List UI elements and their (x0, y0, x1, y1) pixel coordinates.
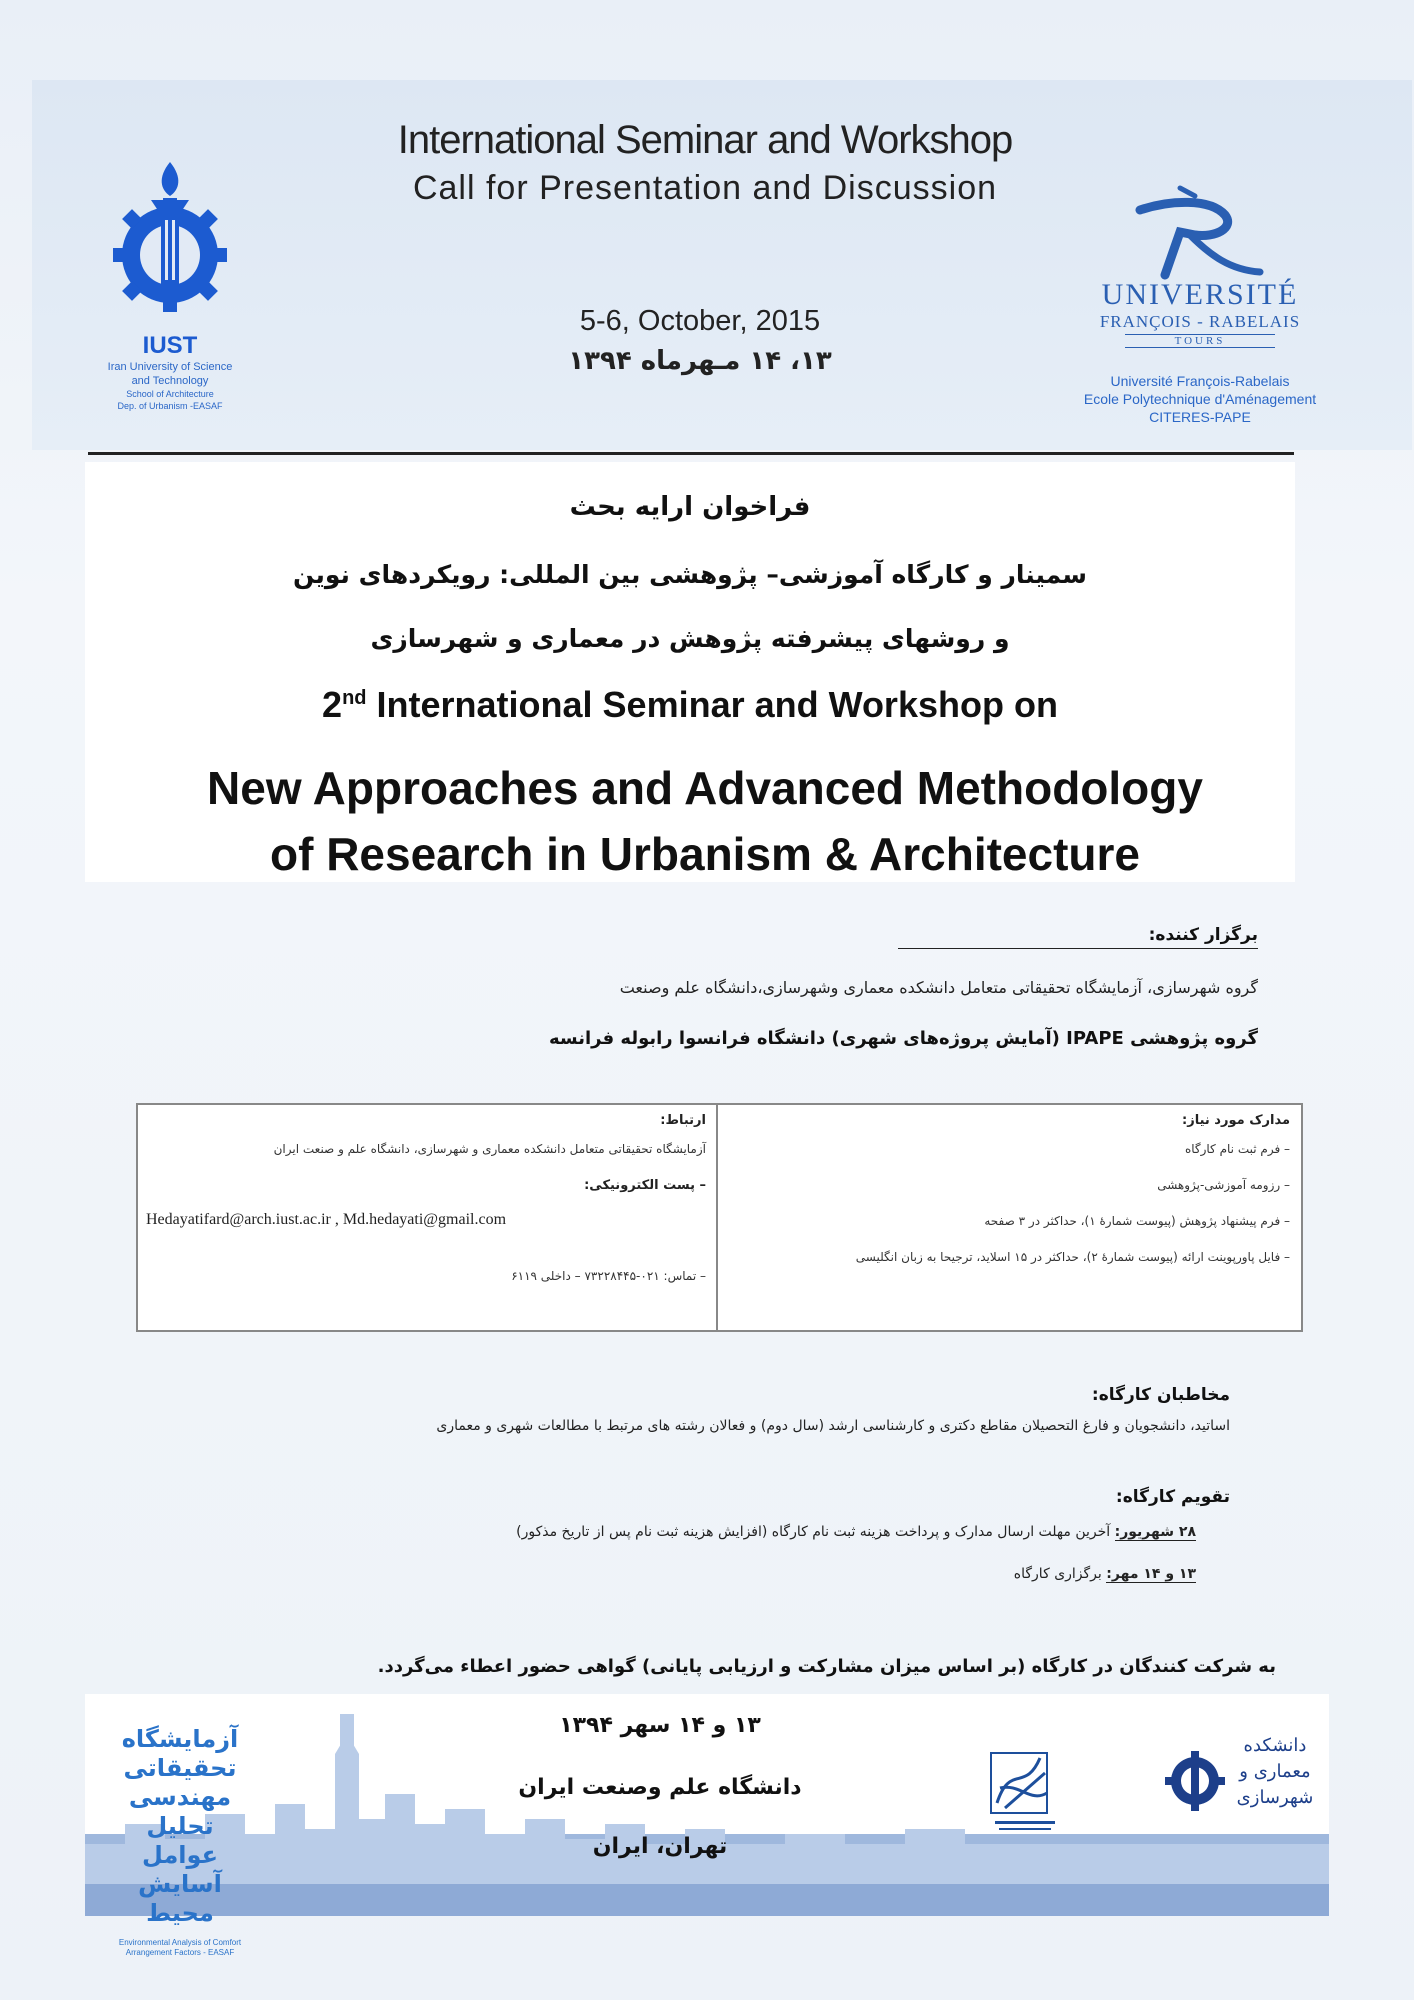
document-item: – فایل پاورپوینت ارائه (پیوست شمارهٔ ۲)، حداکثر در ۱۵ اسلاید، ترجیحا به زبان انگلیسی (855, 1250, 1290, 1264)
iust-caption-2: and Technology (131, 375, 209, 387)
main-title (100, 755, 1310, 887)
required-documents (730, 1113, 1290, 1286)
document-item: – فرم ثبت نام کارگاه (1184, 1142, 1290, 1156)
iust-caption-3: School of Architecture (126, 389, 214, 399)
date-persian: ۱۳، ۱۴ مـهرماه ۱۳۹۴ (568, 346, 832, 376)
calendar-item-deadline (516, 1524, 1196, 1540)
calendar-item-workshop (1014, 1566, 1196, 1582)
university-caption-block (1070, 372, 1330, 426)
gear-torch-icon (95, 160, 245, 330)
easaf-logo (100, 1725, 260, 1958)
calendar-text-workshop: برگزاری کارگاه (1013, 1566, 1107, 1582)
calendar-text-deadline: آخرین مهلت ارسال مدارک و پرداخت هزینه ثبت نام کارگاه (افزایش هزینه ثبت نام پس از تاریخ مذکور) (516, 1524, 1115, 1540)
certificate-note: به شرکت کنندگان در کارگاه (بر اساس میزان مشارکت و ارزیابی پایانی) گواهی حضور اعطاء می‌گردد. (377, 1656, 1276, 1677)
calendar-date-deadline: ۲۸ شهریور: (1114, 1524, 1196, 1540)
calendar-label: تقویم کارگاه: (1115, 1487, 1230, 1507)
footer-dates: ۱۳ و ۱۴ سهر ۱۳۹۴ (559, 1713, 761, 1738)
gear-icon (1160, 1743, 1230, 1823)
header-subtitle: Call for Presentation and Discussion (412, 169, 998, 207)
easaf-line-2: مهندسی تحلیل (128, 1783, 232, 1840)
calligraphy-logo (985, 1733, 1065, 1843)
organizers-underline (898, 948, 1258, 949)
header-date-block (500, 305, 900, 376)
easaf-line-4: محیط (146, 1899, 214, 1927)
organizer-line-1: گروه شهرسازی، آزمایشگاه تحقیقاتی متعامل دانشکده معماری وشهرسازی،دانشگاه علم وصنعت (619, 978, 1258, 997)
easaf-line-3: عوامل آسایش (138, 1841, 222, 1898)
email-label: – پست الکترونیکی: (584, 1178, 706, 1193)
seminar-ordinal: 2 (322, 684, 343, 725)
calligraphy-icon (985, 1733, 1065, 1843)
university-tours-logo (1070, 180, 1330, 440)
contact-phone: – تماس: ۰۲۱-۷۳۲۲۸۴۴۵ – داخلی ۶۱۱۹ (511, 1269, 706, 1283)
easaf-line-1: آزمایشگاه تحقیقاتی (121, 1725, 239, 1782)
contact-heading: ارتباط: (660, 1113, 706, 1128)
document-item: – رزومه آموزشی-پژوهشی (1157, 1178, 1290, 1192)
footer-university: دانشگاه علم وصنعت ایران (518, 1775, 802, 1800)
seminar-title-fa-2: و روشهای پیشرفته پژوهش در معماری و شهرسازی (370, 624, 1010, 653)
footer-city: تهران، ایران (592, 1834, 728, 1859)
university-name-2: FRANÇOIS - RABELAIS (1099, 312, 1301, 331)
main-title-line-2: of Research in Urbanism & Architecture (270, 828, 1140, 880)
header-divider (88, 452, 1294, 455)
iust-architecture-logo (1160, 1733, 1320, 1853)
iust-logo (70, 160, 270, 450)
university-city: TOURS (1125, 334, 1275, 348)
organizer-line-2: گروه پژوهشی IPAPE (آمایش پروژه‌های شهری) دانشگاه فرانسوا رابوله فرانسه (549, 1028, 1258, 1049)
date-english: 5-6, October, 2015 (579, 305, 821, 337)
documents-heading: مدارک مورد نیاز: (1182, 1113, 1290, 1128)
easaf-caption: Environmental Analysis of Comfort Arrangement Factors - EASAF (118, 1938, 242, 1957)
faculty-script: دانشکده معماری و شهرسازی (1236, 1735, 1314, 1808)
contact-info (146, 1113, 706, 1305)
organizers-label: برگزار کننده: (1148, 925, 1258, 945)
header-title: International Seminar and Workshop (397, 118, 1013, 162)
call-title-fa: فراخوان ارایه بحث (569, 492, 811, 522)
main-title-line-1: New Approaches and Advanced Methodology (207, 762, 1203, 814)
document-item: – فرم پیشنهاد پژوهش (پیوست شمارهٔ ۱)، حداکثر در ۳ صفحه (984, 1214, 1290, 1228)
header-title-block (300, 118, 1110, 208)
calendar-date-workshop: ۱۳ و ۱۴ مهر: (1106, 1566, 1196, 1582)
contact-emails[interactable]: Hedayatifard@arch.iust.ac.ir , Md.hedayati@gmail.com (146, 1211, 507, 1228)
seminar-title-en (100, 684, 1280, 726)
iust-caption-4: Dep. of Urbanism -EASAF (117, 401, 223, 411)
contact-address: آزمایشگاه تحقیقاتی متعامل دانشکده معماری و شهرسازی، دانشگاه علم و صنعت ایران (273, 1142, 706, 1156)
seminar-ordinal-suffix: nd (342, 687, 367, 709)
iust-acronym: IUST (142, 332, 198, 359)
audience-text: اساتید، دانشجویان و فارغ التحصیلان مقاطع دکتری و کارشناسی ارشد (سال دوم) و فعالان رشته های مرتبط با مطالعات شهری و معماری (436, 1418, 1230, 1434)
audience-label: مخاطبان کارگاه: (1091, 1385, 1230, 1405)
university-caption-1: Université François-Rabelais (1110, 373, 1290, 389)
seminar-title-fa-1: سمینار و کارگاه آموزشی– پژوهشی بین المللی: رویکردهای نوین (292, 560, 1088, 589)
university-caption-2: Ecole Polytechnique d'Aménagement (1083, 391, 1317, 407)
university-name: UNIVERSITÉ (1101, 278, 1299, 311)
info-table-divider (716, 1103, 718, 1330)
iust-caption-1: Iran University of Science (107, 361, 233, 373)
university-caption-3: CITERES-PAPE (1149, 409, 1251, 425)
seminar-title-rest: International Seminar and Workshop on (366, 684, 1058, 725)
r-script-icon (1120, 180, 1280, 280)
